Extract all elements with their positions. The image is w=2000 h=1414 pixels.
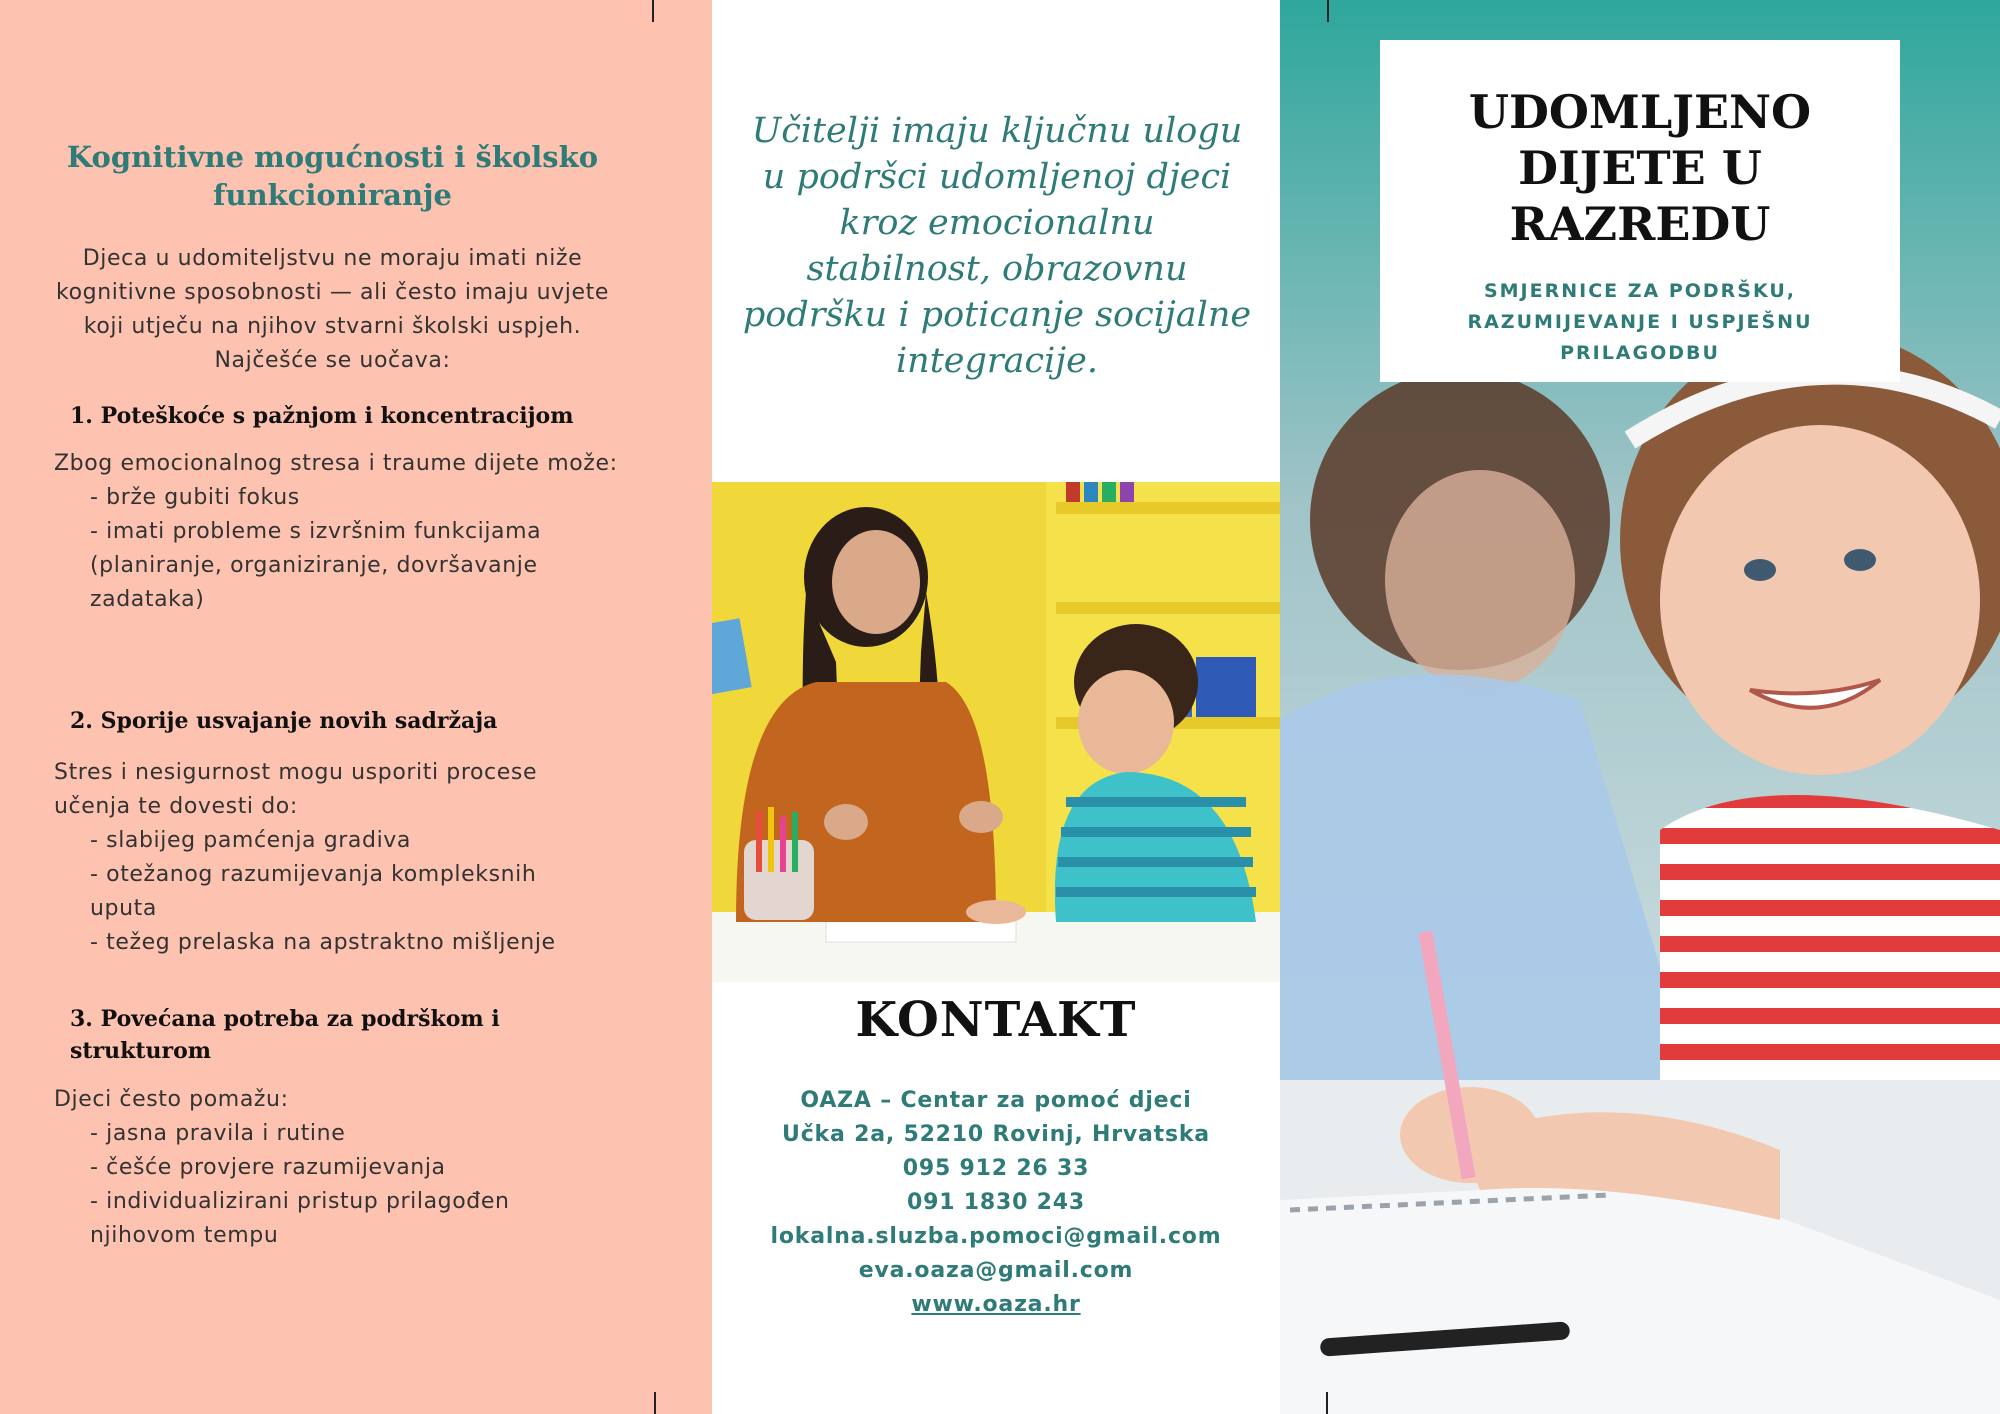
list-item: - brže gubiti fokus [90,485,300,510]
contact-phone-2: 091 1830 243 [907,1190,1085,1215]
list-item: - slabijeg pamćenja gradiva [90,828,411,853]
brochure-subtitle: SMJERNICE ZA PODRŠKU, RAZUMIJEVANJE I USPJEŠNU PRILAGODBU [1467,280,1813,364]
teacher-child-photo [712,482,1280,982]
section-2-body [54,756,644,960]
section-1-list [54,481,644,617]
contact-email-1[interactable]: lokalna.sluzba.pomoci@gmail.com [770,1224,1222,1249]
list-item: - imati probleme s izvršnim funkcijama (planiranje, organiziranje, dovršavanje zadataka) [90,519,542,612]
fold-mark-bottom-left [654,1392,656,1414]
fold-mark-top-left [652,0,654,22]
section-3-body [54,1083,644,1253]
right-panel [1280,0,2000,1414]
fold-mark-top-right [1327,0,1329,22]
left-panel-title: Kognitivne mogućnosti i školsko funkcioniranje [66,140,599,212]
section-3-lead: Djeci često pomažu: [54,1087,289,1112]
contact-address: Učka 2a, 52210 Rovinj, Hrvatska [782,1122,1210,1147]
section-1-body [54,447,644,617]
left-panel [0,0,712,1414]
contact-title: KONTAKT [855,992,1137,1048]
contact-phone-1: 095 912 26 33 [902,1156,1090,1181]
fold-mark-bottom-right [1326,1392,1328,1414]
list-item: - otežanog razumijevanja kompleksnih uputa [90,862,537,921]
list-item: - težeg prelaska na apstraktno mišljenje [90,930,556,955]
list-item: - češće provjere razumijevanja [90,1155,446,1180]
list-item: - individualizirani pristup prilagođen njihovom tempu [90,1189,510,1248]
contact-list [712,1084,1280,1322]
section-3-heading: 3. Povećana potreba za podrškom i strukturom [70,1006,500,1064]
section-2-list [54,824,644,960]
section-2-heading: 2. Sporije usvajanje novih sadržaja [70,708,498,734]
section-1-lead: Zbog emocionalnog stresa i traume dijete može: [54,451,618,476]
section-2-lead: Stres i nesigurnost mogu usporiti procese učenja te dovesti do: [54,760,538,819]
contact-organization: OAZA – Centar za pomoć djeci [800,1088,1192,1113]
teacher-child-illustration [712,482,1280,982]
middle-panel [712,0,1280,1414]
left-panel-intro: Djeca u udomiteljstvu ne moraju imati niže kognitivne sposobnosti — ali često imaju uvjete koji utječu na njihov stvarni školski uspjeh. Najčešće se uočava: [56,246,609,373]
title-box [1380,40,1900,382]
list-item: - jasna pravila i rutine [90,1121,346,1146]
section-1-heading: 1. Poteškoće s pažnjom i koncentracijom [70,403,574,429]
brochure-title: UDOMLJENO DIJETE U RAZREDU [1468,85,1812,251]
contact-email-2[interactable]: eva.oaza@gmail.com [858,1258,1134,1283]
website-link[interactable]: www.oaza.hr [911,1292,1081,1317]
section-3-list [54,1117,644,1253]
teacher-quote: Učitelji imaju ključnu ulogu u podršci udomljenoj djeci kroz emocionalnu stabilnost, obrazovnu podršku i poticanje socijalne integracije. [742,111,1252,381]
